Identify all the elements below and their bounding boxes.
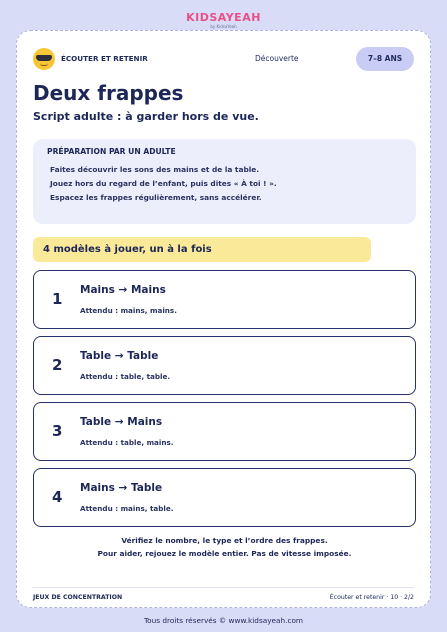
pattern-title: Table → Mains xyxy=(80,416,163,428)
footer-divider xyxy=(33,587,414,588)
page-subtitle: Script adulte : à garder hors de vue. xyxy=(33,110,259,123)
copyright-link[interactable]: Tous droits réservés © www.kidsayeah.com xyxy=(143,616,304,625)
pattern-card xyxy=(33,270,416,329)
preparation-line: Espacez les frappes régulièrement, sans accélérer. xyxy=(50,193,262,202)
footer-page-info: Écouter et retenir · 10 · 2/2 xyxy=(329,594,414,601)
pattern-expected: Attendu : mains, table. xyxy=(80,504,174,513)
pattern-expected: Attendu : table, table. xyxy=(80,372,171,381)
footer-category: JEUX DE CONCENTRATION xyxy=(33,594,123,601)
preparation-box xyxy=(33,139,416,224)
pattern-card xyxy=(33,336,416,395)
pattern-title: Mains → Mains xyxy=(80,284,166,296)
pattern-expected: Attendu : mains, mains. xyxy=(80,306,177,315)
page-title: Deux frappes xyxy=(33,81,184,105)
pattern-number: 2 xyxy=(52,356,63,374)
logo-text: KIDSAYEAH xyxy=(186,11,261,24)
pattern-number: 4 xyxy=(52,488,63,506)
pattern-number: 1 xyxy=(52,290,63,308)
preparation-line: Jouez hors du regard de l’enfant, puis dites « À toi ! ». xyxy=(50,179,277,188)
preparation-title: PRÉPARATION PAR UN ADULTE xyxy=(47,147,176,156)
pattern-expected: Attendu : table, mains. xyxy=(80,438,174,447)
pattern-title: Table → Table xyxy=(80,350,159,362)
pattern-card xyxy=(33,468,416,527)
age-badge: 7–8 ANS xyxy=(356,47,414,71)
verification-note: Vérifiez le nombre, le type et l’ordre des frappes. xyxy=(121,536,328,545)
pattern-number: 3 xyxy=(52,422,63,440)
preparation-line: Faites découvrir les sons des mains et de la table. xyxy=(50,165,260,174)
models-banner: 4 modèles à jouer, un à la fois xyxy=(33,237,371,262)
level-label: Découverte xyxy=(255,54,299,63)
help-note: Pour aider, rejouez le modèle entier. Pas de vitesse imposée. xyxy=(97,549,352,558)
pattern-card xyxy=(33,402,416,461)
cool-face-icon xyxy=(33,48,55,70)
pattern-title: Mains → Table xyxy=(80,482,163,494)
header-row xyxy=(33,47,414,71)
logo-subtitle: by KidsaYeah xyxy=(210,24,237,29)
section-tag: ÉCOUTER ET RETENIR xyxy=(61,54,148,63)
worksheet-card xyxy=(16,30,431,608)
brand-logo xyxy=(0,6,447,29)
